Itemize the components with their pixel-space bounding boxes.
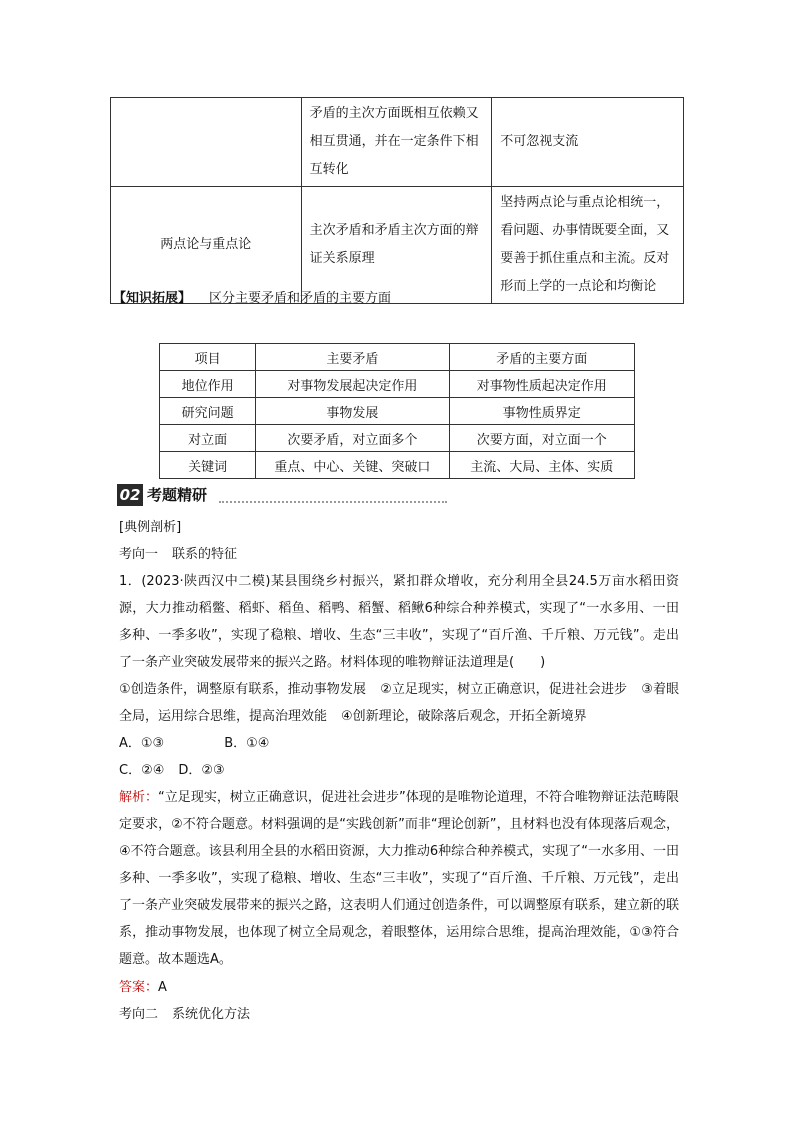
choice-c: C．②④ bbox=[119, 763, 165, 778]
table-cell: 对立面 bbox=[160, 425, 256, 452]
topic-label: 考向一 bbox=[119, 547, 159, 562]
table-cell: 矛盾的主次方面既相互依赖又相互贯通，并在一定条件下相互转化 bbox=[301, 98, 492, 187]
table-row bbox=[111, 98, 684, 187]
table-cell: 对事物发展起决定作用 bbox=[256, 371, 449, 398]
table-row bbox=[160, 398, 635, 425]
section-banner bbox=[117, 484, 447, 506]
section-number: 02 bbox=[117, 484, 143, 506]
table-row bbox=[160, 425, 635, 452]
knowledge-extension-heading bbox=[113, 289, 391, 309]
knowledge-tag: 【知识拓展】 bbox=[113, 291, 192, 306]
topic-title: 系统优化方法 bbox=[172, 1007, 251, 1022]
choice-a: A．①③ bbox=[119, 736, 165, 751]
table-cell: 次要方面，对立面一个 bbox=[449, 425, 634, 452]
table-cell: 次要矛盾，对立面多个 bbox=[256, 425, 449, 452]
answer-label: 答案： bbox=[119, 980, 159, 995]
topic-title: 联系的特征 bbox=[172, 547, 238, 562]
column-header: 主要矛盾 bbox=[256, 344, 449, 371]
choices-row-1 bbox=[119, 730, 679, 757]
table-cell: 重点、中心、关键、突破口 bbox=[256, 452, 449, 479]
table-cell: 不可忽视支流 bbox=[492, 98, 684, 187]
column-header: 项目 bbox=[160, 344, 256, 371]
column-header: 矛盾的主要方面 bbox=[449, 344, 634, 371]
table-cell: 事物发展 bbox=[256, 398, 449, 425]
answer-value: A bbox=[158, 980, 167, 995]
choices-row-2 bbox=[119, 757, 679, 784]
question-stem: 1．(2023·陕西汉中二模)某县围绕乡村振兴，紧扣群众增收，充分利用全县24.5万亩水稻田资源，大力推动稻鳖、稻虾、稻鱼、稻鸭、稻蟹、稻鳅6种综合种养模式，实现了“一水多用、一田多种、一季多收”，实现了稳粮、增收、生态“三丰收”，实现了“百斤渔、千斤粮、万元钱”。走出了一条产业突破发展带来的振兴之路。材料体现的唯物辩证法道理是( ) bbox=[119, 574, 679, 670]
table-row bbox=[111, 187, 684, 304]
table-cell: 主流、大局、主体、实质 bbox=[449, 452, 634, 479]
option-4: ④创新理论，破除落后观念，开拓全新境界 bbox=[341, 709, 587, 724]
typical-example-heading: [典例剖析] bbox=[119, 520, 182, 535]
table-cell bbox=[111, 98, 302, 187]
analysis-label: 解析： bbox=[119, 790, 159, 805]
comparison-table bbox=[159, 343, 635, 479]
knowledge-title: 区分主要矛盾和矛盾的主要方面 bbox=[209, 291, 392, 306]
analysis-text: “立足现实，树立正确意识，促进社会进步”体现的是唯物论道理，不符合唯物辩证法范畴限定要求，②不符合题意。材料强调的是“实践创新”而非“理论创新”，且材料也没有体现落后观念，④不符合题意。该县利用全县的水稻田资源，大力推动6种综合种养模式，实现了“一水多用、一田多种、一季多收”，实现了稳粮、增收、生态“三丰收”，实现了“百斤渔、千斤粮、万元钱”，走出了一条产业突破发展带来的振兴之路，这表明人们通过创造条件，可以调整原有联系，建立新的联系，推动事物发展，也体现了树立全局观念，着眼整体，运用综合思维，提高治理效能，①③符合题意。故本题选A。 bbox=[119, 790, 679, 967]
principle-table bbox=[110, 97, 684, 304]
option-3: ③着眼全局，运用综合思维，提高治理效能 bbox=[119, 682, 680, 724]
table-cell: 坚持两点论与重点论相统一，看问题、办事情既要全面，又要善于抓住重点和主流。反对形而上学的一点论和均衡论 bbox=[492, 187, 684, 304]
section-title: 考题精研 bbox=[147, 486, 208, 504]
table-row bbox=[160, 371, 635, 398]
table-cell: 两点论与重点论 bbox=[111, 187, 302, 304]
table-cell: 事物性质界定 bbox=[449, 398, 634, 425]
table-row bbox=[160, 452, 635, 479]
table-cell: 地位作用 bbox=[160, 371, 256, 398]
option-2: ②立足现实，树立正确意识，促进社会进步 bbox=[380, 682, 628, 697]
topic-heading bbox=[119, 1001, 679, 1028]
section-divider bbox=[219, 501, 447, 503]
answer-line bbox=[119, 974, 679, 1001]
topic-heading bbox=[119, 541, 679, 568]
choice-d: D．②③ bbox=[178, 763, 225, 778]
question-options bbox=[119, 676, 679, 730]
topic-label: 考向二 bbox=[119, 1007, 159, 1022]
table-cell: 主次矛盾和矛盾主次方面的辩证关系原理 bbox=[301, 187, 492, 304]
analysis-paragraph bbox=[119, 784, 679, 973]
table-header-row bbox=[160, 344, 635, 371]
table-cell: 研究问题 bbox=[160, 398, 256, 425]
option-1: ①创造条件，调整原有联系，推动事物发展 bbox=[119, 682, 367, 697]
table-cell: 对事物性质起决定作用 bbox=[449, 371, 634, 398]
choice-b: B．①④ bbox=[224, 736, 270, 751]
table-cell: 关键词 bbox=[160, 452, 256, 479]
